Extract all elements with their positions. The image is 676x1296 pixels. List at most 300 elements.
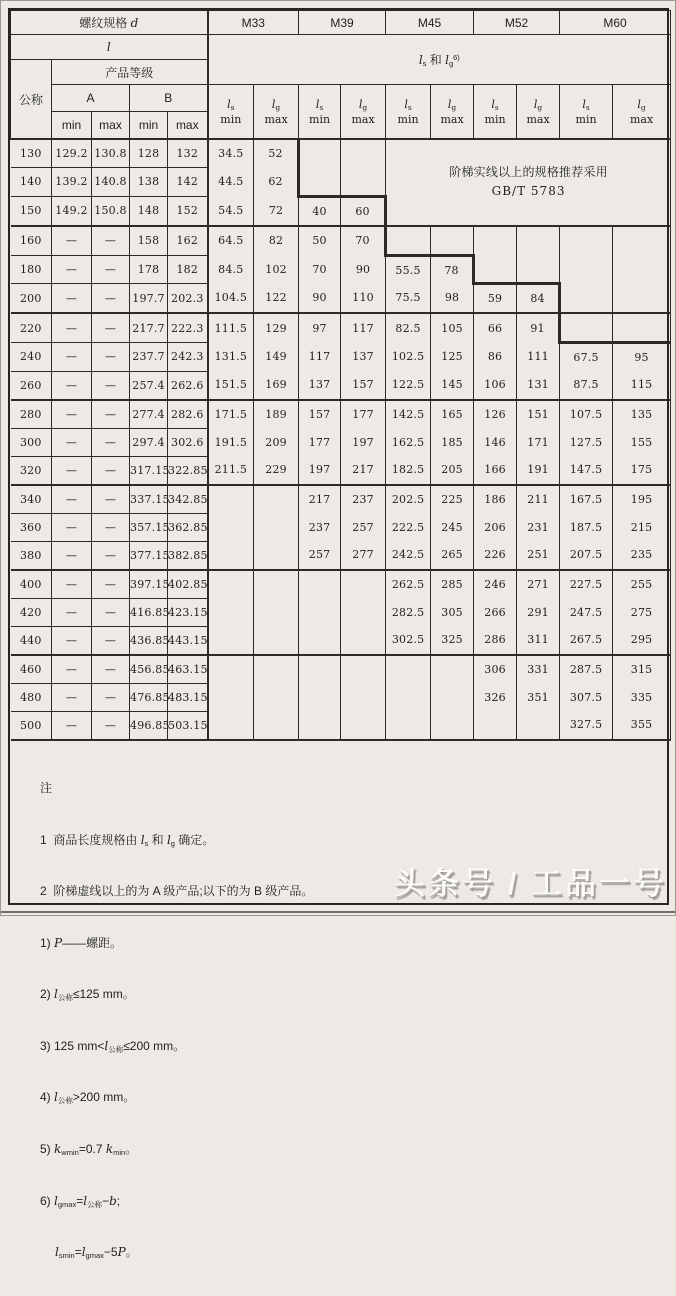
max-label: max	[526, 112, 550, 126]
table-cell: 326	[474, 683, 517, 711]
table-cell: 167.5	[560, 485, 613, 514]
spec-table	[10, 10, 671, 741]
table-cell: 262.6	[168, 371, 208, 400]
table-cell: 91	[517, 313, 560, 343]
table-cell: 242.3	[168, 343, 208, 372]
table-cell: 302.6	[168, 428, 208, 456]
table-cell: 82.5	[386, 313, 431, 343]
table-cell	[341, 139, 386, 168]
table-cell: —	[52, 456, 92, 485]
table-cell	[474, 711, 517, 740]
table-cell: 297.4	[130, 428, 168, 456]
table-cell: 266	[474, 598, 517, 626]
table-cell	[254, 485, 299, 514]
table-row	[11, 513, 671, 541]
table-cell: 169	[254, 371, 299, 400]
length-header	[11, 35, 208, 60]
table-cell: 306	[474, 655, 517, 684]
table-cell: 122.5	[386, 371, 431, 400]
table-cell: —	[52, 513, 92, 541]
table-cell: 189	[254, 400, 299, 429]
table-cell: 351	[517, 683, 560, 711]
nominal-length-cell: 340	[11, 485, 52, 514]
table-row	[11, 255, 671, 284]
min-label: min	[397, 112, 419, 126]
note-item: 1) P——螺距。	[40, 935, 123, 950]
table-cell: 111	[517, 343, 560, 372]
table-cell: —	[52, 683, 92, 711]
table-cell	[517, 255, 560, 284]
table-cell	[208, 711, 254, 740]
m33-ls-min-header	[208, 85, 254, 140]
table-cell: 191.5	[208, 428, 254, 456]
table-cell: 95	[613, 343, 671, 372]
table-cell	[254, 711, 299, 740]
table-cell: 237	[341, 485, 386, 514]
table-cell: 149	[254, 343, 299, 372]
nominal-length-cell: 220	[11, 313, 52, 343]
table-cell: 186	[474, 485, 517, 514]
table-cell: 311	[517, 626, 560, 655]
nominal-length-cell: 240	[11, 343, 52, 372]
table-cell: 115	[613, 371, 671, 400]
table-cell: 102	[254, 255, 299, 284]
table-cell: —	[92, 371, 130, 400]
table-cell: 158	[130, 226, 168, 256]
size-col-m45: M45	[386, 11, 474, 35]
table-cell	[386, 226, 431, 256]
table-cell: —	[92, 400, 130, 429]
table-cell	[299, 139, 341, 168]
table-cell: 90	[341, 255, 386, 284]
header-row-ab	[11, 85, 671, 112]
table-cell: —	[52, 655, 92, 684]
header-row-sizes	[11, 11, 671, 35]
max-label: max	[440, 112, 464, 126]
table-cell: 166	[474, 456, 517, 485]
note-item: 2 阶梯虚线以上的为 A 级产品;以下的为 B 级产品。	[40, 884, 314, 899]
page-frame	[8, 8, 669, 1261]
nominal-length-cell: 480	[11, 683, 52, 711]
lg-symbol: $l_g$	[271, 97, 281, 112]
table-cell: —	[52, 541, 92, 570]
table-cell: 337.15	[130, 485, 168, 514]
table-cell: 117	[341, 313, 386, 343]
table-cell: —	[92, 485, 130, 514]
table-cell	[208, 485, 254, 514]
table-cell: 126	[474, 400, 517, 429]
m39-lg-max-header	[341, 85, 386, 140]
table-cell: 162.5	[386, 428, 431, 456]
table-cell: 235	[613, 541, 671, 570]
table-cell	[254, 683, 299, 711]
max-label: max	[629, 112, 654, 126]
table-cell: 456.85	[130, 655, 168, 684]
table-cell: —	[52, 626, 92, 655]
table-cell: 54.5	[208, 196, 254, 226]
table-cell	[560, 226, 613, 256]
table-cell: 50	[299, 226, 341, 256]
table-cell: 162	[168, 226, 208, 256]
table-cell: 436.85	[130, 626, 168, 655]
table-cell: 82	[254, 226, 299, 256]
table-cell: —	[52, 284, 92, 314]
table-cell: 151.5	[208, 371, 254, 400]
watermark: 头条号 / 工品一号	[394, 866, 667, 901]
table-cell: 152	[168, 196, 208, 226]
m33-lg-max-header	[254, 85, 299, 140]
table-cell: 257	[341, 513, 386, 541]
table-cell: 315	[613, 655, 671, 684]
table-cell: 87.5	[560, 371, 613, 400]
table-cell: 197	[299, 456, 341, 485]
nominal-length-cell: 360	[11, 513, 52, 541]
nominal-length-cell: 150	[11, 196, 52, 226]
table-cell: —	[92, 683, 130, 711]
nominal-length-cell: 130	[11, 139, 52, 168]
table-cell	[341, 655, 386, 684]
table-cell	[254, 655, 299, 684]
table-cell: 66	[474, 313, 517, 343]
m60-ls-min-header	[560, 85, 613, 140]
table-cell: 265	[431, 541, 474, 570]
table-cell: 70	[341, 226, 386, 256]
m52-ls-min-header	[474, 85, 517, 140]
table-cell: 322.85	[168, 456, 208, 485]
table-cell: 178	[130, 255, 168, 284]
size-col-m33: M33	[208, 11, 299, 35]
lg-symbol: $l_g$	[637, 97, 646, 112]
table-cell	[560, 255, 613, 284]
table-cell: 423.15	[168, 598, 208, 626]
table-cell: 175	[613, 456, 671, 485]
table-cell: 149.2	[52, 196, 92, 226]
table-cell: 139.2	[52, 168, 92, 197]
table-cell: —	[92, 226, 130, 256]
table-cell: 285	[431, 570, 474, 599]
header-row-length	[11, 35, 671, 60]
table-cell: 362.85	[168, 513, 208, 541]
table-cell: 148	[130, 196, 168, 226]
table-cell: 382.85	[168, 541, 208, 570]
table-cell: 331	[517, 655, 560, 684]
table-cell	[299, 570, 341, 599]
table-cell: 327.5	[560, 711, 613, 740]
table-cell: —	[52, 711, 92, 740]
table-cell: 237	[299, 513, 341, 541]
table-cell: —	[92, 626, 130, 655]
table-cell: —	[52, 226, 92, 256]
table-cell: 226	[474, 541, 517, 570]
grade-b-header: B	[130, 85, 208, 112]
table-cell: —	[52, 400, 92, 429]
nominal-length-cell: 440	[11, 626, 52, 655]
table-row	[11, 428, 671, 456]
table-cell	[613, 313, 671, 343]
table-cell: 357.15	[130, 513, 168, 541]
min-label: min	[309, 112, 331, 126]
table-cell: —	[52, 428, 92, 456]
table-cell: 257.4	[130, 371, 168, 400]
table-cell: —	[52, 485, 92, 514]
table-cell	[299, 683, 341, 711]
table-cell: 217	[341, 456, 386, 485]
table-cell: 111.5	[208, 313, 254, 343]
table-cell: 185	[431, 428, 474, 456]
table-cell: 222.3	[168, 313, 208, 343]
note-item: 3) 125 $mm<l_{公称}\le 200$ mm。	[40, 1038, 186, 1054]
table-cell: 476.85	[130, 683, 168, 711]
grade-a-header: A	[52, 85, 130, 112]
table-cell	[474, 255, 517, 284]
notes-title: 注	[40, 780, 53, 795]
table-cell	[254, 626, 299, 655]
table-cell: 128	[130, 139, 168, 168]
table-cell	[208, 655, 254, 684]
table-cell: 225	[431, 485, 474, 514]
table-cell	[431, 711, 474, 740]
table-cell	[474, 226, 517, 256]
table-cell: —	[52, 255, 92, 284]
table-cell	[254, 598, 299, 626]
table-cell: 90	[299, 284, 341, 314]
table-cell	[613, 255, 671, 284]
nominal-length-cell: 300	[11, 428, 52, 456]
nominal-length-cell: 460	[11, 655, 52, 684]
note-item: 1 商品长度规格由 $l_s$ 和 $l_g$ 确定。	[40, 832, 215, 848]
table-cell: 197.7	[130, 284, 168, 314]
table-cell	[299, 655, 341, 684]
table-row	[11, 313, 671, 343]
table-row	[11, 711, 671, 740]
nominal-length-cell: 160	[11, 226, 52, 256]
table-cell: —	[92, 456, 130, 485]
table-cell	[299, 711, 341, 740]
table-cell: 138	[130, 168, 168, 197]
table-cell: 202.5	[386, 485, 431, 514]
table-cell: 443.15	[168, 626, 208, 655]
table-cell	[386, 711, 431, 740]
table-cell: 397.15	[130, 570, 168, 599]
table-cell: —	[92, 513, 130, 541]
table-cell: 416.85	[130, 598, 168, 626]
table-cell: 135	[613, 400, 671, 429]
table-cell: 242.5	[386, 541, 431, 570]
table-header	[11, 11, 671, 140]
table-cell: 503.15	[168, 711, 208, 740]
table-note-region	[386, 139, 671, 226]
table-cell: 151	[517, 400, 560, 429]
table-cell: 209	[254, 428, 299, 456]
table-cell: 335	[613, 683, 671, 711]
size-col-m39: M39	[299, 11, 386, 35]
table-cell: 271	[517, 570, 560, 599]
note-item: $l_{smin}=l_{gmax}-5P$。	[55, 1245, 138, 1261]
table-cell	[208, 683, 254, 711]
min-label: min	[220, 112, 242, 126]
table-cell: 34.5	[208, 139, 254, 168]
table-cell: —	[52, 313, 92, 343]
note-item: 6) $l_{gmax}=l_{公称}-b$;	[40, 1193, 121, 1209]
nominal-length-cell: 380	[11, 541, 52, 570]
table-cell: 130.8	[92, 139, 130, 168]
table-cell	[299, 626, 341, 655]
notes-section	[10, 741, 667, 1296]
table-cell: 267.5	[560, 626, 613, 655]
table-cell: 75.5	[386, 284, 431, 314]
table-cell: —	[92, 711, 130, 740]
table-cell	[341, 168, 386, 197]
table-cell: 131.5	[208, 343, 254, 372]
table-cell	[386, 683, 431, 711]
table-cell: 275	[613, 598, 671, 626]
nominal-length-cell: 280	[11, 400, 52, 429]
table-cell: 146	[474, 428, 517, 456]
table-cell: 211	[517, 485, 560, 514]
table-cell: 286	[474, 626, 517, 655]
table-cell: 197	[341, 428, 386, 456]
nominal-length-cell: 200	[11, 284, 52, 314]
table-cell: 205	[431, 456, 474, 485]
table-cell: 307.5	[560, 683, 613, 711]
nominal-length-cell: 500	[11, 711, 52, 740]
table-cell: 147.5	[560, 456, 613, 485]
table-cell	[431, 226, 474, 256]
nominal-length-cell: 180	[11, 255, 52, 284]
max-label: max	[351, 112, 375, 126]
table-cell: 60	[341, 196, 386, 226]
table-cell	[613, 284, 671, 314]
table-cell	[341, 711, 386, 740]
table-cell: 70	[299, 255, 341, 284]
table-cell	[341, 683, 386, 711]
table-cell: 132	[168, 139, 208, 168]
ls-symbol: $l_s$	[404, 97, 412, 112]
table-cell: 277.4	[130, 400, 168, 429]
table-cell: 84	[517, 284, 560, 314]
table-cell: 171	[517, 428, 560, 456]
table-row	[11, 485, 671, 514]
table-cell: 177	[341, 400, 386, 429]
table-cell: 245	[431, 513, 474, 541]
table-cell: 129	[254, 313, 299, 343]
table-cell	[517, 226, 560, 256]
ls-lg-label: $l_s$ 和 $l_g^{6)}$	[418, 53, 460, 68]
m45-lg-max-header	[431, 85, 474, 140]
table-row	[11, 226, 671, 256]
table-row	[11, 456, 671, 485]
thread-spec-label: 螺纹规格 d	[79, 16, 139, 30]
table-cell: 131	[517, 371, 560, 400]
table-cell	[341, 598, 386, 626]
table-cell: 342.85	[168, 485, 208, 514]
table-cell: 165	[431, 400, 474, 429]
nominal-length-cell: 420	[11, 598, 52, 626]
table-cell	[299, 598, 341, 626]
table-cell: 355	[613, 711, 671, 740]
table-cell: 282.6	[168, 400, 208, 429]
lg-symbol: $l_g$	[533, 97, 543, 112]
table-cell: 377.15	[130, 541, 168, 570]
table-cell: 102.5	[386, 343, 431, 372]
nominal-header: 公称	[11, 60, 52, 140]
table-cell: 211.5	[208, 456, 254, 485]
table-cell: 157	[299, 400, 341, 429]
table-cell: 72	[254, 196, 299, 226]
table-cell: 229	[254, 456, 299, 485]
nominal-length-cell: 320	[11, 456, 52, 485]
a-max-header: max	[92, 112, 130, 140]
table-cell	[208, 598, 254, 626]
m39-ls-min-header	[299, 85, 341, 140]
a-min-header: min	[52, 112, 92, 140]
table-cell: 195	[613, 485, 671, 514]
table-cell: 177	[299, 428, 341, 456]
table-cell: 496.85	[130, 711, 168, 740]
table-cell: 483.15	[168, 683, 208, 711]
m52-lg-max-header	[517, 85, 560, 140]
table-cell: 155	[613, 428, 671, 456]
table-cell: —	[92, 541, 130, 570]
table-row	[11, 284, 671, 314]
table-cell: —	[92, 428, 130, 456]
table-cell: 40	[299, 196, 341, 226]
table-cell: 67.5	[560, 343, 613, 372]
table-cell: 55.5	[386, 255, 431, 284]
table-cell: —	[52, 598, 92, 626]
table-row	[11, 683, 671, 711]
table-cell: 125	[431, 343, 474, 372]
table-cell: —	[92, 343, 130, 372]
table-cell: 231	[517, 513, 560, 541]
size-col-m52: M52	[474, 11, 560, 35]
table-note-line1: 阶梯实线以上的规格推荐采用	[449, 165, 608, 180]
table-cell: 140.8	[92, 168, 130, 197]
table-cell: 191	[517, 456, 560, 485]
table-cell: 171.5	[208, 400, 254, 429]
m60-lg-max-header	[613, 85, 671, 140]
table-cell	[386, 655, 431, 684]
size-col-m60: M60	[560, 11, 671, 35]
table-cell: 227.5	[560, 570, 613, 599]
table-cell: 142	[168, 168, 208, 197]
table-cell: —	[92, 598, 130, 626]
table-cell: —	[52, 570, 92, 599]
table-cell: 317.15	[130, 456, 168, 485]
table-cell	[208, 513, 254, 541]
table-cell: 247.5	[560, 598, 613, 626]
table-cell: 257	[299, 541, 341, 570]
table-cell	[560, 313, 613, 343]
table-cell	[254, 541, 299, 570]
table-cell: 145	[431, 371, 474, 400]
table-row	[11, 343, 671, 372]
thread-spec-header	[11, 11, 208, 35]
table-row	[11, 139, 671, 168]
ls-symbol: $l_s$	[491, 97, 499, 112]
table-cell: 129.2	[52, 139, 92, 168]
table-cell: 157	[341, 371, 386, 400]
max-label: max	[264, 112, 288, 126]
table-cell: 222.5	[386, 513, 431, 541]
table-row	[11, 655, 671, 684]
table-cell	[560, 284, 613, 314]
table-cell: 107.5	[560, 400, 613, 429]
table-cell: 277	[341, 541, 386, 570]
table-cell: 325	[431, 626, 474, 655]
length-symbol: l	[106, 40, 111, 54]
table-cell	[341, 626, 386, 655]
